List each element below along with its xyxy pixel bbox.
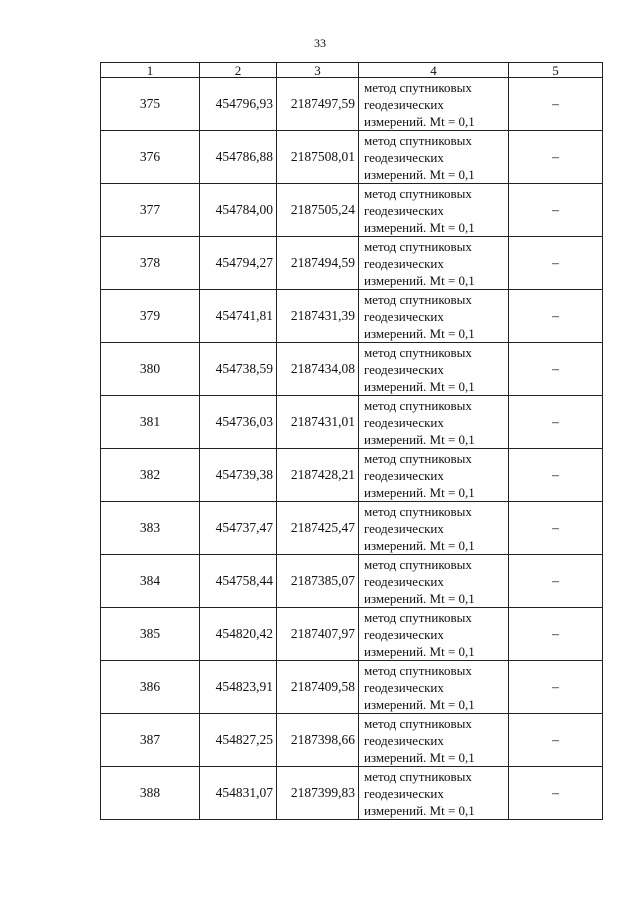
method-line: метод спутниковых — [364, 556, 472, 572]
page-number: 33 — [314, 36, 326, 50]
method-cell — [359, 396, 509, 449]
y-coordinate-cell: 2187508,01 — [277, 131, 359, 184]
point-number-cell: 382 — [101, 449, 200, 502]
method-cell — [359, 78, 509, 131]
method-line: измерений. Mt = 0,1 — [364, 325, 475, 341]
method-cell — [359, 449, 509, 502]
method-line: геодезических — [364, 308, 444, 324]
method-line: измерений. Mt = 0,1 — [364, 219, 475, 235]
note-cell: – — [509, 131, 603, 184]
y-coordinate-cell: 2187505,24 — [277, 184, 359, 237]
method-line: геодезических — [364, 520, 444, 536]
table-row — [101, 608, 603, 661]
method-line: метод спутниковых — [364, 238, 472, 254]
method-line: измерений. Mt = 0,1 — [364, 643, 475, 659]
table-row — [101, 237, 603, 290]
table-row — [101, 290, 603, 343]
method-cell — [359, 714, 509, 767]
method-cell — [359, 767, 509, 820]
method-line: измерений. Mt = 0,1 — [364, 696, 475, 712]
note-cell: – — [509, 608, 603, 661]
x-coordinate-cell: 454784,00 — [200, 184, 277, 237]
method-line: измерений. Mt = 0,1 — [364, 484, 475, 500]
method-line: измерений. Mt = 0,1 — [364, 431, 475, 447]
y-coordinate-cell: 2187398,66 — [277, 714, 359, 767]
column-header-1: 1 — [101, 63, 200, 78]
point-number-cell: 385 — [101, 608, 200, 661]
y-coordinate-cell: 2187407,97 — [277, 608, 359, 661]
y-coordinate-cell: 2187494,59 — [277, 237, 359, 290]
method-line: измерений. Mt = 0,1 — [364, 537, 475, 553]
point-number-cell: 381 — [101, 396, 200, 449]
x-coordinate-cell: 454786,88 — [200, 131, 277, 184]
y-coordinate-cell: 2187431,01 — [277, 396, 359, 449]
table-row — [101, 78, 603, 131]
point-number-cell: 379 — [101, 290, 200, 343]
point-number-cell: 386 — [101, 661, 200, 714]
method-line: метод спутниковых — [364, 185, 472, 201]
method-line: измерений. Mt = 0,1 — [364, 590, 475, 606]
method-cell — [359, 608, 509, 661]
point-number-cell: 375 — [101, 78, 200, 131]
method-line: геодезических — [364, 255, 444, 271]
note-cell: – — [509, 290, 603, 343]
y-coordinate-cell: 2187425,47 — [277, 502, 359, 555]
note-cell: – — [509, 396, 603, 449]
method-line: метод спутниковых — [364, 79, 472, 95]
method-line: измерений. Mt = 0,1 — [364, 802, 475, 818]
method-line: геодезических — [364, 149, 444, 165]
column-header-2: 2 — [200, 63, 277, 78]
column-header-5: 5 — [509, 63, 603, 78]
method-line: геодезических — [364, 626, 444, 642]
table-body — [101, 78, 603, 820]
note-cell: – — [509, 343, 603, 396]
x-coordinate-cell: 454820,42 — [200, 608, 277, 661]
method-line: измерений. Mt = 0,1 — [364, 113, 475, 129]
x-coordinate-cell: 454796,93 — [200, 78, 277, 131]
table-row — [101, 661, 603, 714]
y-coordinate-cell: 2187409,58 — [277, 661, 359, 714]
method-line: измерений. Mt = 0,1 — [364, 749, 475, 765]
x-coordinate-cell: 454737,47 — [200, 502, 277, 555]
method-cell — [359, 237, 509, 290]
x-coordinate-cell: 454831,07 — [200, 767, 277, 820]
y-coordinate-cell: 2187497,59 — [277, 78, 359, 131]
method-line: метод спутниковых — [364, 768, 472, 784]
point-number-cell: 380 — [101, 343, 200, 396]
note-cell: – — [509, 449, 603, 502]
point-number-cell: 383 — [101, 502, 200, 555]
point-number-cell: 378 — [101, 237, 200, 290]
method-line: метод спутниковых — [364, 397, 472, 413]
table-row — [101, 449, 603, 502]
method-cell — [359, 343, 509, 396]
point-number-cell: 376 — [101, 131, 200, 184]
method-line: метод спутниковых — [364, 450, 472, 466]
y-coordinate-cell: 2187434,08 — [277, 343, 359, 396]
method-cell — [359, 131, 509, 184]
method-cell — [359, 555, 509, 608]
table-row — [101, 343, 603, 396]
method-line: геодезических — [364, 361, 444, 377]
note-cell: – — [509, 237, 603, 290]
x-coordinate-cell: 454758,44 — [200, 555, 277, 608]
method-line: геодезических — [364, 414, 444, 430]
table-row — [101, 767, 603, 820]
method-line: измерений. Mt = 0,1 — [364, 272, 475, 288]
column-header-4: 4 — [359, 63, 509, 78]
method-line: геодезических — [364, 96, 444, 112]
table-row — [101, 396, 603, 449]
column-header-3: 3 — [277, 63, 359, 78]
x-coordinate-cell: 454823,91 — [200, 661, 277, 714]
y-coordinate-cell: 2187431,39 — [277, 290, 359, 343]
method-line: геодезических — [364, 785, 444, 801]
y-coordinate-cell: 2187385,07 — [277, 555, 359, 608]
method-line: метод спутниковых — [364, 291, 472, 307]
method-line: измерений. Mt = 0,1 — [364, 378, 475, 394]
point-number-cell: 388 — [101, 767, 200, 820]
method-cell — [359, 661, 509, 714]
y-coordinate-cell: 2187428,21 — [277, 449, 359, 502]
method-line: геодезических — [364, 467, 444, 483]
method-line: метод спутниковых — [364, 132, 472, 148]
point-number-cell: 387 — [101, 714, 200, 767]
note-cell: – — [509, 555, 603, 608]
note-cell: – — [509, 502, 603, 555]
method-line: измерений. Mt = 0,1 — [364, 166, 475, 182]
method-line: метод спутниковых — [364, 609, 472, 625]
table-row — [101, 131, 603, 184]
note-cell: – — [509, 661, 603, 714]
note-cell: – — [509, 78, 603, 131]
method-line: метод спутниковых — [364, 715, 472, 731]
y-coordinate-cell: 2187399,83 — [277, 767, 359, 820]
point-number-cell: 384 — [101, 555, 200, 608]
x-coordinate-cell: 454794,27 — [200, 237, 277, 290]
note-cell: – — [509, 184, 603, 237]
x-coordinate-cell: 454741,81 — [200, 290, 277, 343]
method-line: метод спутниковых — [364, 503, 472, 519]
coordinates-table — [100, 62, 603, 820]
note-cell: – — [509, 714, 603, 767]
method-line: метод спутниковых — [364, 344, 472, 360]
x-coordinate-cell: 454738,59 — [200, 343, 277, 396]
x-coordinate-cell: 454739,38 — [200, 449, 277, 502]
method-line: геодезических — [364, 202, 444, 218]
method-line: геодезических — [364, 573, 444, 589]
x-coordinate-cell: 454827,25 — [200, 714, 277, 767]
method-cell — [359, 184, 509, 237]
method-line: геодезических — [364, 679, 444, 695]
method-cell — [359, 290, 509, 343]
method-cell — [359, 502, 509, 555]
table-row — [101, 714, 603, 767]
method-line: метод спутниковых — [364, 662, 472, 678]
x-coordinate-cell: 454736,03 — [200, 396, 277, 449]
table-row — [101, 502, 603, 555]
method-line: геодезических — [364, 732, 444, 748]
table-header-row — [101, 63, 603, 78]
table-row — [101, 184, 603, 237]
point-number-cell: 377 — [101, 184, 200, 237]
table-row — [101, 555, 603, 608]
note-cell: – — [509, 767, 603, 820]
